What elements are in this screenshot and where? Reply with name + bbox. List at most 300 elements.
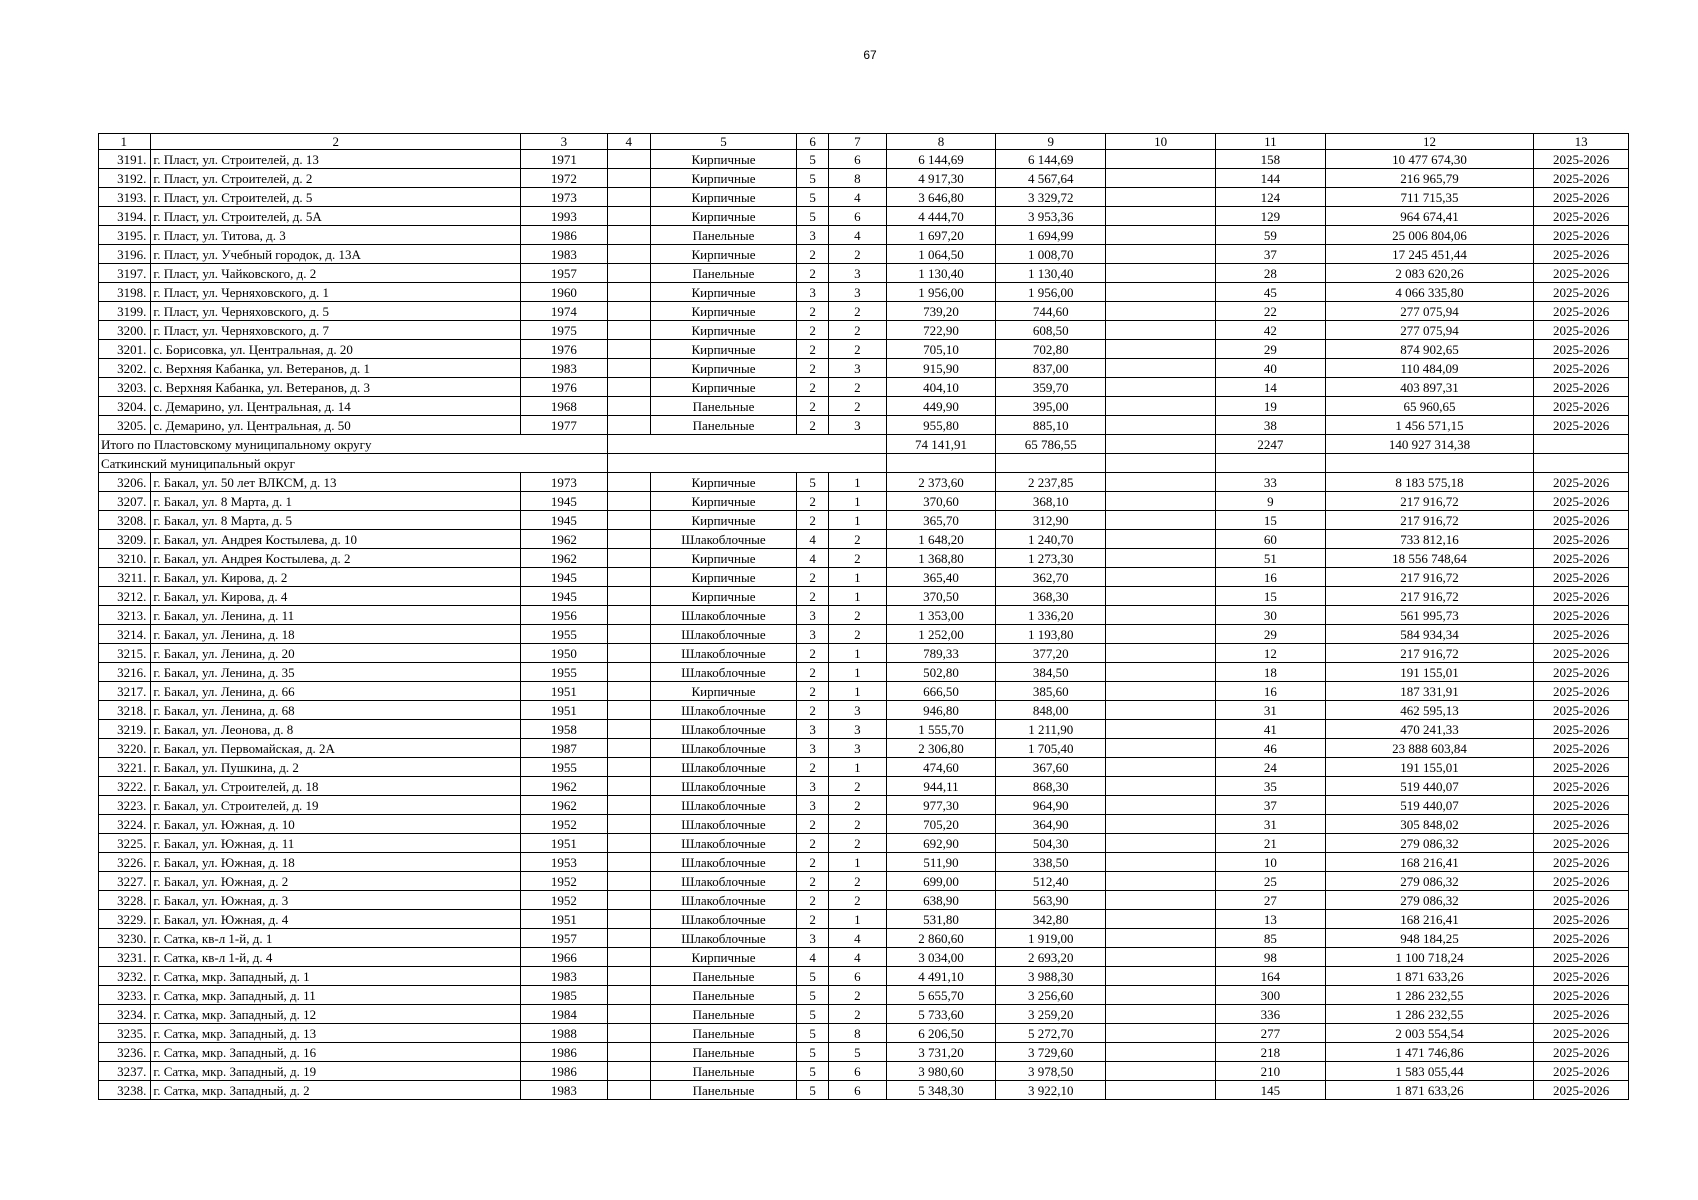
- table-cell: 217 916,72: [1325, 492, 1533, 511]
- table-cell: Панельные: [650, 1043, 796, 1062]
- table-cell: [1106, 283, 1216, 302]
- table-cell: [607, 587, 650, 606]
- table-cell: 2025-2026: [1534, 644, 1629, 663]
- table-cell: [607, 910, 650, 929]
- table-cell: 404,10: [886, 378, 996, 397]
- table-cell: 2025-2026: [1534, 416, 1629, 435]
- table-cell: [1106, 758, 1216, 777]
- table-cell: 31: [1215, 701, 1325, 720]
- table-cell: 5: [796, 1081, 828, 1100]
- table-cell: 2025-2026: [1534, 720, 1629, 739]
- table-cell: Шлакоблочные: [650, 663, 796, 682]
- table-cell: г. Бакал, ул. Ленина, д. 66: [151, 682, 521, 701]
- table-cell: 1976: [521, 378, 608, 397]
- table-cell: [1106, 853, 1216, 872]
- table-cell: 1 456 571,15: [1325, 416, 1533, 435]
- table-cell: г. Сатка, кв-л 1-й, д. 1: [151, 929, 521, 948]
- table-cell: 1 336,20: [996, 606, 1106, 625]
- table-cell: Шлакоблочные: [650, 701, 796, 720]
- table-cell: 868,30: [996, 777, 1106, 796]
- table-cell: 2: [796, 359, 828, 378]
- table-cell: 3214.: [99, 625, 151, 644]
- table-cell: [1106, 948, 1216, 967]
- table-cell: 3 646,80: [886, 188, 996, 207]
- table-cell: 40: [1215, 359, 1325, 378]
- table-cell: г. Сатка, мкр. Западный, д. 2: [151, 1081, 521, 1100]
- table-cell: 5 655,70: [886, 986, 996, 1005]
- table-cell: 4: [796, 549, 828, 568]
- table-cell: 837,00: [996, 359, 1106, 378]
- table-cell: 1945: [521, 568, 608, 587]
- table-cell: 3230.: [99, 929, 151, 948]
- table-cell: [607, 1005, 650, 1024]
- table-cell: 124: [1215, 188, 1325, 207]
- table-cell: 1975: [521, 321, 608, 340]
- table-cell: 9: [1215, 492, 1325, 511]
- table-cell: 370,50: [886, 587, 996, 606]
- table-row: [99, 359, 1629, 378]
- table-cell: 3: [796, 739, 828, 758]
- table-cell: 5: [796, 473, 828, 492]
- table-cell: 3216.: [99, 663, 151, 682]
- table-cell: Кирпичные: [650, 321, 796, 340]
- table-cell: 1953: [521, 853, 608, 872]
- table-cell: 2025-2026: [1534, 340, 1629, 359]
- table-cell: 10 477 674,30: [1325, 150, 1533, 169]
- table-cell: Панельные: [650, 1024, 796, 1043]
- table-cell: [1106, 511, 1216, 530]
- table-row: [99, 1024, 1629, 1043]
- table-cell: 18: [1215, 663, 1325, 682]
- table-cell: г. Сатка, мкр. Западный, д. 11: [151, 986, 521, 1005]
- table-cell: 1952: [521, 891, 608, 910]
- table-row: [99, 568, 1629, 587]
- column-number-row: [99, 134, 1629, 150]
- table-cell: Кирпичные: [650, 511, 796, 530]
- table-cell: 342,80: [996, 910, 1106, 929]
- table-cell: [1106, 264, 1216, 283]
- table-cell: 4: [829, 929, 886, 948]
- table-cell: 1 252,00: [886, 625, 996, 644]
- table-row: [99, 587, 1629, 606]
- table-cell: 3: [829, 283, 886, 302]
- table-cell: Кирпичные: [650, 492, 796, 511]
- table-cell: 279 086,32: [1325, 834, 1533, 853]
- table-cell: Кирпичные: [650, 378, 796, 397]
- table-cell: 5: [796, 1062, 828, 1081]
- table-cell: 59: [1215, 226, 1325, 245]
- table-cell: [607, 302, 650, 321]
- table-cell: [1106, 929, 1216, 948]
- table-cell: 3191.: [99, 150, 151, 169]
- table-cell: 29: [1215, 625, 1325, 644]
- table-cell: 1: [829, 511, 886, 530]
- table-cell: 1971: [521, 150, 608, 169]
- table-cell: 1983: [521, 245, 608, 264]
- table-cell: 10: [1106, 134, 1216, 150]
- table-cell: 449,90: [886, 397, 996, 416]
- table-cell: 3211.: [99, 568, 151, 587]
- table-cell: 312,90: [996, 511, 1106, 530]
- table-cell: 85: [1215, 929, 1325, 948]
- table-cell: 4 444,70: [886, 207, 996, 226]
- table-cell: 191 155,01: [1325, 758, 1533, 777]
- table-cell: 2025-2026: [1534, 207, 1629, 226]
- table-cell: [607, 625, 650, 644]
- table-cell: 2025-2026: [1534, 549, 1629, 568]
- table-cell: 3238.: [99, 1081, 151, 1100]
- table-cell: г. Бакал, ул. 8 Марта, д. 1: [151, 492, 521, 511]
- table-cell: 1951: [521, 910, 608, 929]
- table-cell: 37: [1215, 245, 1325, 264]
- table-cell: [607, 226, 650, 245]
- table-cell: [607, 986, 650, 1005]
- table-cell: 4: [829, 226, 886, 245]
- table-cell: Кирпичные: [650, 283, 796, 302]
- table-cell: 2 237,85: [996, 473, 1106, 492]
- table-cell: Панельные: [650, 397, 796, 416]
- table-row: [99, 226, 1629, 245]
- table-cell: г. Бакал, ул. Ленина, д. 35: [151, 663, 521, 682]
- table-cell: 1: [829, 473, 886, 492]
- table-cell: [1106, 1062, 1216, 1081]
- table-cell: [607, 663, 650, 682]
- table-cell: 1957: [521, 929, 608, 948]
- table-cell: [607, 853, 650, 872]
- table-cell: 2025-2026: [1534, 606, 1629, 625]
- table-cell: 8: [829, 169, 886, 188]
- table-cell: 2025-2026: [1534, 264, 1629, 283]
- table-row: [99, 872, 1629, 891]
- table-cell: 28: [1215, 264, 1325, 283]
- table-cell: с. Верхняя Кабанка, ул. Ветеранов, д. 1: [151, 359, 521, 378]
- table-cell: 2: [796, 910, 828, 929]
- table-cell: 2025-2026: [1534, 378, 1629, 397]
- table-cell: 2025-2026: [1534, 701, 1629, 720]
- table-cell: 692,90: [886, 834, 996, 853]
- table-cell: 1955: [521, 625, 608, 644]
- table-cell: 1: [829, 758, 886, 777]
- table-cell: 584 934,34: [1325, 625, 1533, 644]
- table-cell: [1106, 169, 1216, 188]
- table-row: [99, 758, 1629, 777]
- table-cell: 6: [829, 1062, 886, 1081]
- table-cell: 2025-2026: [1534, 473, 1629, 492]
- table-cell: 3: [796, 226, 828, 245]
- table-cell: 5 272,70: [996, 1024, 1106, 1043]
- table-cell: 2: [829, 245, 886, 264]
- table-row: [99, 150, 1629, 169]
- table-cell: 1983: [521, 359, 608, 378]
- table-cell: 42: [1215, 321, 1325, 340]
- table-cell: 365,70: [886, 511, 996, 530]
- table-cell: [1106, 207, 1216, 226]
- table-cell: 3207.: [99, 492, 151, 511]
- table-cell: 955,80: [886, 416, 996, 435]
- table-cell: 384,50: [996, 663, 1106, 682]
- table-cell: [1106, 986, 1216, 1005]
- table-cell: [607, 701, 650, 720]
- table-cell: г. Бакал, ул. Строителей, д. 19: [151, 796, 521, 815]
- table-cell: г. Сатка, кв-л 1-й, д. 4: [151, 948, 521, 967]
- table-cell: 1 286 232,55: [1325, 986, 1533, 1005]
- table-row: [99, 188, 1629, 207]
- table-cell: [1106, 378, 1216, 397]
- table-cell: 2: [829, 397, 886, 416]
- table-cell: 2: [829, 321, 886, 340]
- table-cell: 46: [1215, 739, 1325, 758]
- table-cell: 4: [796, 530, 828, 549]
- table-cell: [1106, 967, 1216, 986]
- table-cell: 29: [1215, 340, 1325, 359]
- table-cell: 1 368,80: [886, 549, 996, 568]
- table-cell: 1962: [521, 796, 608, 815]
- table-cell: Кирпичные: [650, 169, 796, 188]
- table-cell: 1 008,70: [996, 245, 1106, 264]
- table-cell: 944,11: [886, 777, 996, 796]
- table-cell: Панельные: [650, 1062, 796, 1081]
- table-cell: г. Пласт, ул. Черняховского, д. 5: [151, 302, 521, 321]
- table-cell: [1106, 226, 1216, 245]
- table-cell: 885,10: [996, 416, 1106, 435]
- table-cell: [607, 150, 650, 169]
- table-cell: 2025-2026: [1534, 150, 1629, 169]
- table-cell: 1 555,70: [886, 720, 996, 739]
- table-cell: 129: [1215, 207, 1325, 226]
- table-cell: 3198.: [99, 283, 151, 302]
- table-cell: 5: [796, 1024, 828, 1043]
- table-cell: [607, 340, 650, 359]
- table-cell: 2025-2026: [1534, 948, 1629, 967]
- table-cell: 3201.: [99, 340, 151, 359]
- table-cell: 15: [1215, 587, 1325, 606]
- table-cell: 2 373,60: [886, 473, 996, 492]
- table-cell: 1: [829, 853, 886, 872]
- table-cell: 1 064,50: [886, 245, 996, 264]
- table-cell: [1106, 872, 1216, 891]
- table-cell: г. Сатка, мкр. Западный, д. 1: [151, 967, 521, 986]
- table-cell: 144: [1215, 169, 1325, 188]
- table-cell: Шлакоблочные: [650, 910, 796, 929]
- table-cell: 744,60: [996, 302, 1106, 321]
- table-cell: 8 183 575,18: [1325, 473, 1533, 492]
- table-cell: Кирпичные: [650, 549, 796, 568]
- table-cell: 4 917,30: [886, 169, 996, 188]
- table-cell: 2: [829, 302, 886, 321]
- table-cell: 4 491,10: [886, 967, 996, 986]
- table-cell: 5: [796, 188, 828, 207]
- table-cell: 336: [1215, 1005, 1325, 1024]
- table-cell: 2: [796, 340, 828, 359]
- table-cell: 946,80: [886, 701, 996, 720]
- table-cell: г. Бакал, ул. Андрея Костылева, д. 10: [151, 530, 521, 549]
- table-cell: 6: [829, 967, 886, 986]
- table-cell: 277 075,94: [1325, 302, 1533, 321]
- table-cell: 1: [829, 644, 886, 663]
- table-cell: 1945: [521, 587, 608, 606]
- table-cell: г. Бакал, ул. Леонова, д. 8: [151, 720, 521, 739]
- table-cell: 2025-2026: [1534, 587, 1629, 606]
- table-cell: 1960: [521, 283, 608, 302]
- table-row: [99, 1081, 1629, 1100]
- table-row: [99, 397, 1629, 416]
- table-cell: [607, 967, 650, 986]
- table-cell: 948 184,25: [1325, 929, 1533, 948]
- table-cell: 65 786,55: [996, 435, 1106, 454]
- table-cell: 13: [1534, 134, 1629, 150]
- table-cell: Кирпичные: [650, 188, 796, 207]
- table-cell: 60: [1215, 530, 1325, 549]
- table-cell: 364,90: [996, 815, 1106, 834]
- table-cell: [607, 796, 650, 815]
- table-cell: [607, 473, 650, 492]
- table-cell: 2: [829, 625, 886, 644]
- table-cell: 1955: [521, 663, 608, 682]
- table-cell: 187 331,91: [1325, 682, 1533, 701]
- table-row: [99, 720, 1629, 739]
- table-cell: г. Бакал, ул. Южная, д. 10: [151, 815, 521, 834]
- table-cell: 2 003 554,54: [1325, 1024, 1533, 1043]
- table-cell: 2: [796, 644, 828, 663]
- table-body: [99, 134, 1629, 1100]
- table-cell: 1952: [521, 815, 608, 834]
- table-cell: [607, 397, 650, 416]
- table-cell: 2025-2026: [1534, 511, 1629, 530]
- table-cell: 51: [1215, 549, 1325, 568]
- table-cell: 5: [650, 134, 796, 150]
- table-cell: 3192.: [99, 169, 151, 188]
- table-cell: 1: [829, 492, 886, 511]
- table-cell: Панельные: [650, 1081, 796, 1100]
- table-cell: Шлакоблочные: [650, 872, 796, 891]
- table-cell: [607, 378, 650, 397]
- table-cell: [607, 207, 650, 226]
- table-cell: 15: [1215, 511, 1325, 530]
- table-cell: 217 916,72: [1325, 644, 1533, 663]
- table-cell: 21: [1215, 834, 1325, 853]
- table-cell: 3226.: [99, 853, 151, 872]
- table-cell: [607, 359, 650, 378]
- table-row: [99, 739, 1629, 758]
- table-cell: 964,90: [996, 796, 1106, 815]
- table-cell: Шлакоблочные: [650, 720, 796, 739]
- table-cell: [607, 1081, 650, 1100]
- table-cell: 3194.: [99, 207, 151, 226]
- table-cell: 1 130,40: [996, 264, 1106, 283]
- table-cell: 3 988,30: [996, 967, 1106, 986]
- table-cell: 1945: [521, 492, 608, 511]
- table-cell: 3: [796, 283, 828, 302]
- table-cell: [1106, 321, 1216, 340]
- table-cell: 385,60: [996, 682, 1106, 701]
- table-cell: 5: [796, 150, 828, 169]
- table-cell: [607, 283, 650, 302]
- table-cell: 462 595,13: [1325, 701, 1533, 720]
- table-cell: с. Борисовка, ул. Центральная, д. 20: [151, 340, 521, 359]
- table-row: [99, 302, 1629, 321]
- table-cell: 370,60: [886, 492, 996, 511]
- table-cell: 365,40: [886, 568, 996, 587]
- table-cell: [607, 568, 650, 587]
- table-cell: [607, 929, 650, 948]
- table-cell: 45: [1215, 283, 1325, 302]
- table-row: [99, 644, 1629, 663]
- table-cell: 145: [1215, 1081, 1325, 1100]
- table-cell: 739,20: [886, 302, 996, 321]
- table-cell: 217 916,72: [1325, 568, 1533, 587]
- table-row: [99, 834, 1629, 853]
- table-cell: Шлакоблочные: [650, 834, 796, 853]
- table-cell: 14: [1215, 378, 1325, 397]
- table-cell: Шлакоблочные: [650, 853, 796, 872]
- table-row: [99, 264, 1629, 283]
- table-cell: 2: [796, 834, 828, 853]
- table-cell: 1: [829, 682, 886, 701]
- table-row: [99, 283, 1629, 302]
- empty-cell: [1534, 454, 1629, 473]
- table-cell: 5: [796, 1005, 828, 1024]
- table-cell: 666,50: [886, 682, 996, 701]
- empty-cell: [607, 435, 886, 454]
- table-cell: 10: [1215, 853, 1325, 872]
- table-cell: г. Бакал, ул. Южная, д. 2: [151, 872, 521, 891]
- table-cell: [1106, 359, 1216, 378]
- table-cell: 705,10: [886, 340, 996, 359]
- table-cell: 3220.: [99, 739, 151, 758]
- table-cell: 1 956,00: [886, 283, 996, 302]
- table-row: [99, 796, 1629, 815]
- table-cell: [607, 530, 650, 549]
- table-cell: 915,90: [886, 359, 996, 378]
- table-cell: 5 348,30: [886, 1081, 996, 1100]
- table-cell: г. Сатка, мкр. Западный, д. 12: [151, 1005, 521, 1024]
- table-cell: 2: [796, 663, 828, 682]
- table-cell: 1968: [521, 397, 608, 416]
- table-cell: 3: [521, 134, 608, 150]
- table-cell: 3210.: [99, 549, 151, 568]
- table-cell: [1106, 1005, 1216, 1024]
- table-row: [99, 511, 1629, 530]
- table-cell: 3: [829, 739, 886, 758]
- table-cell: 2025-2026: [1534, 530, 1629, 549]
- table-cell: г. Пласт, ул. Строителей, д. 5: [151, 188, 521, 207]
- table-cell: 2: [796, 492, 828, 511]
- table-cell: 1951: [521, 682, 608, 701]
- table-cell: 2025-2026: [1534, 663, 1629, 682]
- table-cell: 359,70: [996, 378, 1106, 397]
- table-cell: 3235.: [99, 1024, 151, 1043]
- table-cell: 1945: [521, 511, 608, 530]
- table-cell: г. Сатка, мкр. Западный, д. 19: [151, 1062, 521, 1081]
- table-cell: г. Бакал, ул. Кирова, д. 2: [151, 568, 521, 587]
- table-cell: 98: [1215, 948, 1325, 967]
- table-cell: 1: [829, 587, 886, 606]
- table-cell: [607, 815, 650, 834]
- table-cell: 16: [1215, 682, 1325, 701]
- empty-cell: [996, 454, 1106, 473]
- table-row: [99, 378, 1629, 397]
- table-cell: [607, 739, 650, 758]
- table-cell: 1 273,30: [996, 549, 1106, 568]
- table-cell: [607, 891, 650, 910]
- table-cell: 367,60: [996, 758, 1106, 777]
- table-cell: 2: [829, 796, 886, 815]
- table-cell: 164: [1215, 967, 1325, 986]
- table-cell: [607, 511, 650, 530]
- table-cell: 368,30: [996, 587, 1106, 606]
- table-cell: [1106, 682, 1216, 701]
- table-cell: 2: [829, 340, 886, 359]
